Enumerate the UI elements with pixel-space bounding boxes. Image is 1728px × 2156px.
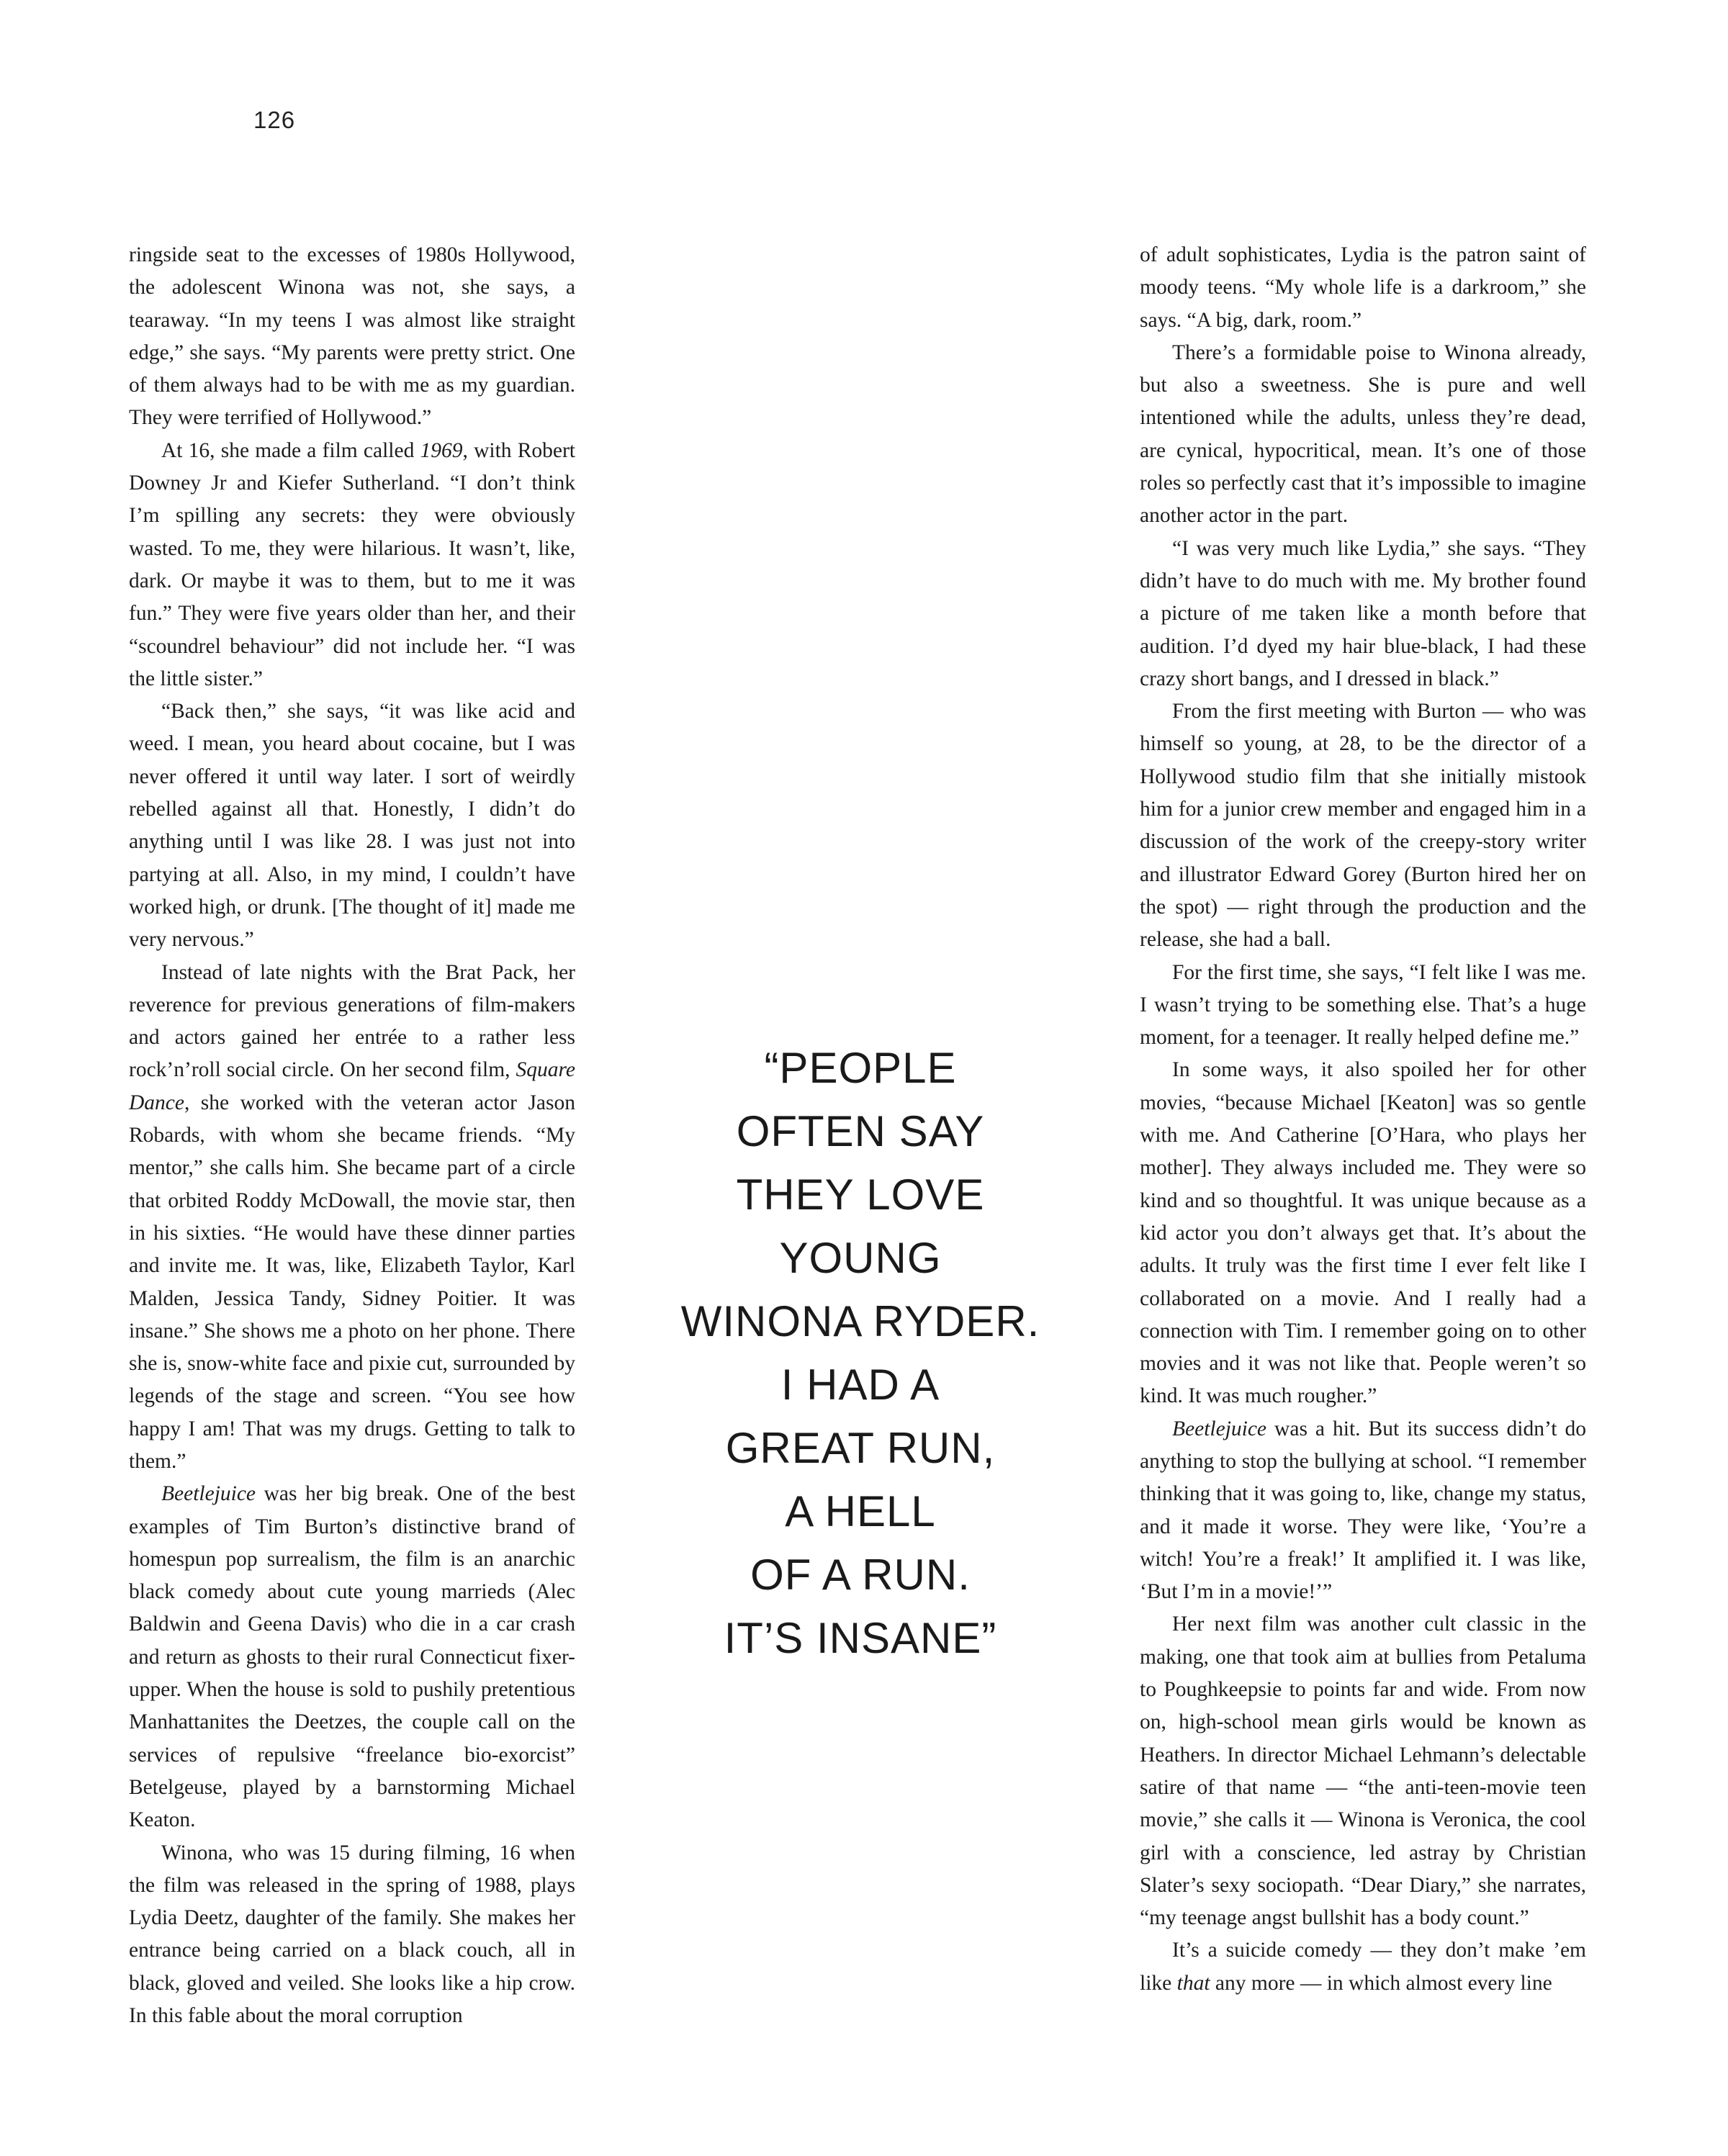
- pull-quote-line: IT’S INSANE”: [724, 1614, 997, 1662]
- paragraph: Beetlejuice was her big break. One of the best examples of Tim Burton’s distinctive brand of homespun pop surrealism, the film is an anarchic black comedy about cute young marrieds (Alec Baldwin and Geena Davis) who die in a car crash and return as ghosts to their rural Connecticut fixer-upper. When the house is sold to pushily pretentious Manhattanites the Deetzes, the couple call on the services of repulsive “freelance bio-exorcist” Betelgeuse, played by a barnstorming Michael Keaton.: [129, 1482, 575, 1832]
- pull-quote-line: A HELL: [785, 1487, 936, 1535]
- paragraph: In some ways, it also spoiled her for other movies, “because Michael [Keaton] was so gentle with me. And Catherine [O’Hara, who plays her mother]. They always included me. They were so kind and so thoughtful. It was unique because as a kid actor you don’t always get that. It’s about the adults. It truly was the first time I ever felt like I collaborated on a movie. And I really had a connection with Tim. I remember going on to other movies and it was not like that. People weren’t so kind. It was much rougher.”: [1140, 1058, 1586, 1408]
- article-column-right: [1140, 239, 1586, 2000]
- paragraph: “I was very much like Lydia,” she says. “They didn’t have to do much with me. My brother found a picture of me taken like a month before that audition. I’d dyed my hair blue-black, I had these crazy short bangs, and I dressed in black.”: [1140, 536, 1586, 690]
- film-title: Beetlejuice: [161, 1482, 256, 1506]
- paragraph: For the first time, she says, “I felt like I was me. I wasn’t trying to be something else. That’s a huge moment, for a teenager. It really helped define me.”: [1140, 960, 1586, 1050]
- article-column-left: [129, 239, 575, 2032]
- pull-quote-line: OF A RUN.: [750, 1551, 971, 1599]
- pull-quote-line: THEY LOVE: [736, 1171, 985, 1219]
- paragraph: of adult sophisticates, Lydia is the patron saint of moody teens. “My whole life is a darkroom,” she says. “A big, dark, room.”: [1140, 243, 1586, 332]
- pull-quote-line: “PEOPLE: [764, 1044, 957, 1092]
- pull-quote-line: OFTEN SAY: [736, 1107, 985, 1155]
- emphasis: that: [1176, 1971, 1210, 1995]
- pull-quote-line: I HAD A: [780, 1361, 940, 1409]
- pull-quote-line: YOUNG: [779, 1234, 942, 1282]
- paragraph: Her next film was another cult classic in the making, one that took aim at bullies from Petaluma to Poughkeepsie to points far and wide. From now on, high-school mean girls would be known as Heathers. In director Michael Lehmann’s delectable satire of that name — “the anti-teen-movie teen movie,” she calls it — Winona is Veronica, the cool girl with a conscience, led astray by Christian Slater’s sexy sociopath. “Dear Diary,” she narrates, “my teenage angst bullshit has a body count.”: [1140, 1613, 1586, 1930]
- pull-quote-line: WINONA RYDER.: [680, 1297, 1040, 1345]
- paragraph: ringside seat to the excesses of 1980s Hollywood, the adolescent Winona was not, she says, a tearaway. “In my teens I was almost like straight edge,” she says. “My parents were pretty strict. One of them always had to be with me as my guardian. They were terrified of Hollywood.”: [129, 243, 575, 430]
- paragraph: From the first meeting with Burton — who was himself so young, at 28, to be the director of a Hollywood studio film that she initially mistook him for a junior crew member and engaged him in a discussion of the work of the creepy-story writer and illustrator Edward Gorey (Burton hired her on the spot) — right through the production and the release, she had a ball.: [1140, 700, 1586, 952]
- paragraph: At 16, she made a film called 1969, with Robert Downey Jr and Kiefer Sutherland. “I don’t think I’m spilling any secrets: they were obviously wasted. To me, they were hilarious. It wasn’t, like, dark. Or maybe it was to them, but to me it was fun.” They were five years older than her, and their “scoundrel behaviour” did not include her. “I was the little sister.”: [129, 438, 575, 690]
- paragraph: “Back then,” she says, “it was like acid and weed. I mean, you heard about cocaine, but I was never offered it until way later. I sort of weirdly rebelled against all that. Honestly, I didn’t do anything until I was like 28. I was just not into partying at all. Also, in my mind, I couldn’t have worked high, or drunk. [The thought of it] made me very nervous.”: [129, 700, 575, 952]
- paragraph: Beetlejuice was a hit. But its success didn’t do anything to stop the bullying at school. “I remember thinking that it was going to, like, change my status, and it made it worse. They were like, ‘You’re a witch! You’re a freak!’ It amplified it. I was like, ‘But I’m in a movie!’”: [1140, 1417, 1586, 1604]
- film-title: Beetlejuice: [1172, 1417, 1267, 1440]
- paragraph: Winona, who was 15 during filming, 16 when the film was released in the spring of 1988, plays Lydia Deetz, daughter of the family. She makes her entrance being carried on a black couch, all in black, gloved and veiled. She looks like a hip crow. In this fable about the moral corruption: [129, 1841, 575, 2028]
- paragraph: It’s a suicide comedy — they don’t make ’em like that any more — in which almost every line: [1140, 1939, 1586, 1995]
- page-number: 126: [253, 107, 296, 133]
- paragraph: There’s a formidable poise to Winona already, but also a sweetness. She is pure and well intentioned while the adults, unless they’re dead, are cynical, hypocritical, mean. It’s one of those roles so perfectly cast that it’s impossible to imagine another actor in the part.: [1140, 340, 1586, 528]
- pull-quote: [648, 1037, 1073, 1670]
- pull-quote-line: GREAT RUN,: [725, 1424, 996, 1472]
- film-title: Square Dance: [129, 1058, 575, 1114]
- film-title: 1969: [420, 438, 463, 462]
- paragraph: Instead of late nights with the Brat Pack, her reverence for previous generations of film-makers and actors gained her entrée to a rather less rock’n’roll social circle. On her second film, Square Dance, she worked with the veteran actor Jason Robards, with whom she became friends. “My mentor,” she calls him. She became part of a circle that orbited Roddy McDowall, the movie star, then in his sixties. “He would have these dinner parties and invite me. It was, like, Elizabeth Taylor, Karl Malden, Jessica Tandy, Sidney Poitier. It was insane.” She shows me a photo on her phone. There she is, snow-white face and pixie cut, surrounded by legends of the stage and screen. “You see how happy I am! That was my drugs. Getting to talk to them.”: [129, 960, 575, 1473]
